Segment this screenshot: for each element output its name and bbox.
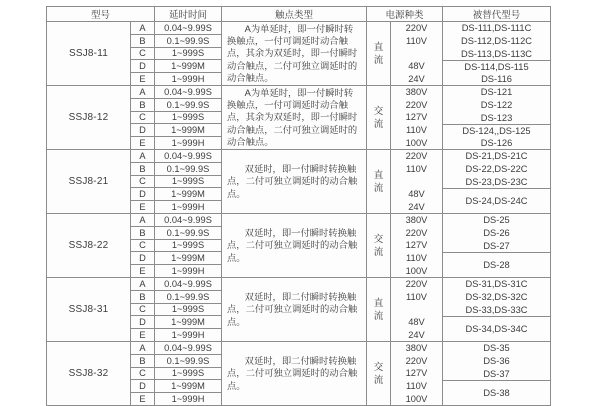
delay-column bbox=[155, 22, 222, 85]
row-letter: A bbox=[131, 342, 154, 355]
replaced-model: DS-37 bbox=[483, 368, 510, 379]
voltage-value bbox=[391, 175, 442, 188]
replaced-column bbox=[443, 342, 550, 405]
header-delay-time: 延时时间 bbox=[155, 7, 222, 21]
table-body bbox=[47, 22, 550, 405]
voltage-value: 110V bbox=[405, 35, 428, 46]
voltage-value: 127V bbox=[405, 368, 428, 379]
replaced-model: DS-32,DS-32C bbox=[465, 292, 528, 302]
power-kind: 直流 bbox=[373, 297, 384, 322]
row-letter: D bbox=[131, 124, 154, 137]
delay-column bbox=[155, 278, 222, 341]
row-letter: E bbox=[139, 202, 146, 213]
replaced-model: DS-34,DS-34C bbox=[465, 324, 528, 334]
contact-cell bbox=[222, 86, 367, 149]
replaced-bottom bbox=[443, 381, 550, 405]
delay-value: 1~999M bbox=[155, 252, 221, 265]
delay-value: 1~999H bbox=[171, 202, 205, 213]
voltage-value: 380V bbox=[405, 87, 428, 98]
power-kind: 交流 bbox=[373, 105, 384, 130]
contact-description: A为单延时，即一付瞬时转换触点，一付可调延时动合触点，其余为双延时，即一付瞬时动合触点，二付可独立调延时的动合触点。 bbox=[227, 87, 358, 147]
replaced-model: DS-22,DS-22C bbox=[465, 164, 528, 174]
header-replaced-model: 被替代型号 bbox=[472, 10, 521, 21]
contact-description: 双延时，即二付瞬时转换触点，二付可独立调延时的动合触点。 bbox=[227, 356, 358, 391]
delay-value: 0.1~99.9S bbox=[155, 35, 221, 48]
voltage-column bbox=[391, 150, 443, 213]
replaced-bottom bbox=[443, 253, 550, 277]
replaced-model: DS-122 bbox=[480, 100, 513, 110]
row-letter: C bbox=[131, 176, 154, 189]
contact-cell bbox=[222, 342, 367, 405]
power-kind-cell bbox=[367, 86, 391, 149]
row-letter: E bbox=[139, 138, 146, 149]
replaced-model: DS-112,DS-112C bbox=[461, 36, 532, 46]
replaced-model: DS-121 bbox=[480, 87, 513, 98]
power-kind-cell bbox=[367, 150, 391, 213]
replaced-column bbox=[443, 86, 550, 149]
delay-value: 1~999M bbox=[155, 380, 221, 393]
row-letter: E bbox=[139, 266, 146, 277]
row-letter: C bbox=[131, 240, 154, 253]
power-kind: 交流 bbox=[373, 233, 384, 258]
voltage-value: 100V bbox=[405, 265, 428, 276]
replaced-model: DS-35 bbox=[483, 343, 510, 354]
delay-value: 1~999S bbox=[155, 304, 221, 317]
replaced-bottom bbox=[443, 61, 550, 85]
delay-value: 0.1~99.9S bbox=[155, 163, 221, 176]
voltage-column bbox=[391, 278, 443, 341]
row-letter: D bbox=[131, 380, 154, 393]
delay-value: 0.04~9.99S bbox=[155, 86, 221, 99]
power-kind-cell bbox=[367, 214, 391, 277]
voltage-value: 48V bbox=[408, 317, 425, 328]
model-cell: SSJ8-31 bbox=[47, 278, 131, 341]
voltage-value: 380V bbox=[405, 343, 428, 354]
voltage-value: 220V bbox=[405, 355, 428, 366]
row-letter: E bbox=[139, 394, 146, 405]
replaced-column bbox=[443, 214, 550, 277]
voltage-value: 100V bbox=[405, 393, 428, 404]
contact-description: 双延时，即一付瞬时转换触点，二付可独立调延时的动合触点。 bbox=[227, 228, 358, 263]
replaced-model: DS-33,DS-33C bbox=[465, 304, 528, 315]
delay-value: 1~999H bbox=[171, 74, 205, 85]
row-letter: C bbox=[131, 304, 154, 317]
voltage-value: 127V bbox=[405, 112, 428, 123]
delay-value: 1~999S bbox=[155, 112, 221, 125]
delay-value: 0.04~9.99S bbox=[155, 22, 221, 35]
delay-value: 0.04~9.99S bbox=[155, 278, 221, 291]
voltage-value: 48V bbox=[408, 61, 425, 72]
replaced-column bbox=[443, 22, 550, 85]
voltage-column bbox=[391, 22, 443, 85]
delay-value: 1~999S bbox=[155, 240, 221, 253]
letter-column bbox=[131, 278, 155, 341]
voltage-value: 220V bbox=[405, 23, 428, 34]
delay-value: 0.1~99.9S bbox=[155, 99, 221, 112]
replaced-top bbox=[443, 86, 550, 125]
delay-column bbox=[155, 86, 222, 149]
model-cell: SSJ8-32 bbox=[47, 342, 131, 405]
spec-group bbox=[47, 214, 550, 278]
model-cell: SSJ8-11 bbox=[47, 22, 131, 85]
delay-column bbox=[155, 214, 222, 277]
row-letter: D bbox=[131, 60, 154, 73]
row-letter: A bbox=[131, 150, 154, 163]
replaced-bottom bbox=[443, 317, 550, 341]
row-letter: C bbox=[131, 112, 154, 125]
replaced-model: DS-123 bbox=[480, 112, 513, 123]
voltage-value: 100V bbox=[405, 137, 428, 148]
letter-column bbox=[131, 214, 155, 277]
row-letter: E bbox=[139, 330, 146, 341]
replaced-model: DS-31,DS-31C bbox=[465, 279, 528, 290]
power-kind: 直流 bbox=[373, 41, 384, 66]
replaced-model: DS-25 bbox=[483, 215, 510, 226]
row-letter: D bbox=[131, 188, 154, 201]
voltage-value: 110V bbox=[405, 253, 428, 264]
replaced-model: DS-38 bbox=[483, 388, 510, 398]
spec-group bbox=[47, 150, 550, 214]
replaced-top bbox=[443, 214, 550, 253]
replaced-model: DS-124,,DS-125 bbox=[462, 126, 531, 136]
delay-value: 1~999H bbox=[171, 266, 205, 277]
row-letter: E bbox=[139, 74, 146, 85]
row-letter: C bbox=[131, 48, 154, 61]
delay-value: 1~999H bbox=[171, 394, 205, 405]
voltage-value: 220V bbox=[405, 99, 428, 110]
delay-value: 1~999M bbox=[155, 124, 221, 137]
replaced-model: DS-27 bbox=[483, 240, 510, 251]
delay-value: 1~999H bbox=[171, 330, 205, 341]
header-contact-type: 触点类型 bbox=[222, 7, 367, 21]
delay-value: 0.1~99.9S bbox=[155, 355, 221, 368]
voltage-column bbox=[391, 86, 443, 149]
delay-value: 1~999M bbox=[155, 316, 221, 329]
replaced-model: DS-23,DS-23C bbox=[465, 176, 528, 187]
power-kind: 交流 bbox=[373, 361, 384, 386]
row-letter: A bbox=[131, 86, 154, 99]
row-letter: B bbox=[131, 35, 154, 48]
row-letter: A bbox=[131, 278, 154, 291]
voltage-value bbox=[391, 303, 442, 316]
voltage-value bbox=[391, 47, 442, 60]
voltage-value: 110V bbox=[405, 125, 428, 136]
replaced-bottom bbox=[443, 189, 550, 213]
replaced-model: DS-113,DS-113C bbox=[461, 48, 532, 59]
replaced-column bbox=[443, 150, 550, 213]
replaced-model: DS-116 bbox=[481, 74, 512, 84]
voltage-column bbox=[391, 214, 443, 277]
replaced-model: DS-111,DS-111C bbox=[461, 23, 532, 34]
voltage-column bbox=[391, 342, 443, 405]
voltage-value: 110V bbox=[405, 291, 428, 302]
replaced-model: DS-28 bbox=[483, 260, 510, 270]
replaced-model: DS-26 bbox=[483, 228, 510, 238]
letter-column bbox=[131, 342, 155, 405]
row-letter: C bbox=[131, 368, 154, 381]
spec-group bbox=[47, 22, 550, 86]
delay-value: 0.04~9.99S bbox=[155, 150, 221, 163]
replaced-column bbox=[443, 278, 550, 341]
model-cell: SSJ8-21 bbox=[47, 150, 131, 213]
letter-column bbox=[131, 22, 155, 85]
contact-cell bbox=[222, 278, 367, 341]
contact-cell bbox=[222, 22, 367, 85]
contact-cell bbox=[222, 150, 367, 213]
voltage-value: 220V bbox=[405, 279, 428, 290]
replaced-top bbox=[443, 22, 550, 61]
power-kind-cell bbox=[367, 342, 391, 405]
letter-column bbox=[131, 86, 155, 149]
row-letter: B bbox=[131, 355, 154, 368]
row-letter: A bbox=[131, 22, 154, 35]
delay-column bbox=[155, 342, 222, 405]
voltage-value: 220V bbox=[405, 151, 428, 162]
delay-value: 0.04~9.99S bbox=[155, 214, 221, 227]
row-letter: B bbox=[131, 163, 154, 176]
spec-group bbox=[47, 342, 550, 405]
voltage-value: 48V bbox=[408, 189, 425, 200]
replaced-model: DS-36 bbox=[483, 356, 510, 366]
power-kind-cell bbox=[367, 22, 391, 85]
row-letter: B bbox=[131, 227, 154, 240]
replaced-model: DS-114,DS-115 bbox=[464, 62, 529, 72]
delay-value: 1~999H bbox=[171, 138, 205, 149]
voltage-value: 220V bbox=[405, 227, 428, 238]
spec-group bbox=[47, 278, 550, 342]
delay-value: 0.04~9.99S bbox=[155, 342, 221, 355]
contact-cell bbox=[222, 214, 367, 277]
voltage-value: 380V bbox=[405, 215, 428, 226]
row-letter: B bbox=[131, 99, 154, 112]
delay-value: 0.1~99.9S bbox=[155, 227, 221, 240]
model-cell: SSJ8-12 bbox=[47, 86, 131, 149]
replaced-model: DS-24,DS-24C bbox=[465, 196, 528, 206]
letter-column bbox=[131, 150, 155, 213]
spec-table bbox=[46, 6, 551, 406]
delay-column bbox=[155, 150, 222, 213]
delay-value: 1~999S bbox=[155, 176, 221, 189]
voltage-value: 24V bbox=[408, 201, 425, 212]
replaced-model: DS-126 bbox=[480, 138, 513, 148]
replaced-top bbox=[443, 278, 550, 317]
delay-value: 1~999S bbox=[155, 48, 221, 61]
row-letter: D bbox=[131, 316, 154, 329]
contact-description: 双延时，即一付瞬时转换触点，二付可独立调延时的动合触点。 bbox=[227, 164, 358, 199]
voltage-value: 127V bbox=[405, 240, 428, 251]
replaced-model: DS-21,DS-21C bbox=[465, 151, 528, 162]
voltage-value: 24V bbox=[408, 73, 425, 84]
contact-description: A为单延时，即一付瞬时转换触点，一付可调延时动合触点，其余为双延时，即一付瞬时动合触点，二付可独立调延时的动合触点。 bbox=[227, 23, 358, 83]
replaced-bottom bbox=[443, 125, 550, 149]
replaced-top bbox=[443, 150, 550, 189]
spec-group bbox=[47, 86, 550, 150]
header-model: 型号 bbox=[47, 7, 155, 21]
delay-value: 1~999M bbox=[155, 60, 221, 73]
model-cell: SSJ8-22 bbox=[47, 214, 131, 277]
header-power-kind: 电源种类 bbox=[367, 7, 443, 21]
row-letter: D bbox=[131, 252, 154, 265]
replaced-top bbox=[443, 342, 550, 381]
table-header bbox=[47, 7, 550, 22]
power-kind-cell bbox=[367, 278, 391, 341]
voltage-value: 110V bbox=[405, 163, 428, 174]
power-kind: 直流 bbox=[373, 169, 384, 194]
voltage-value: 110V bbox=[405, 381, 428, 392]
voltage-value: 24V bbox=[408, 329, 425, 340]
contact-description: 双延时，即二付瞬时转换触点，二付可独立调延时的动合触点。 bbox=[227, 292, 358, 327]
delay-value: 0.1~99.9S bbox=[155, 291, 221, 304]
delay-value: 1~999M bbox=[155, 188, 221, 201]
delay-value: 1~999S bbox=[155, 368, 221, 381]
row-letter: B bbox=[131, 291, 154, 304]
row-letter: A bbox=[131, 214, 154, 227]
